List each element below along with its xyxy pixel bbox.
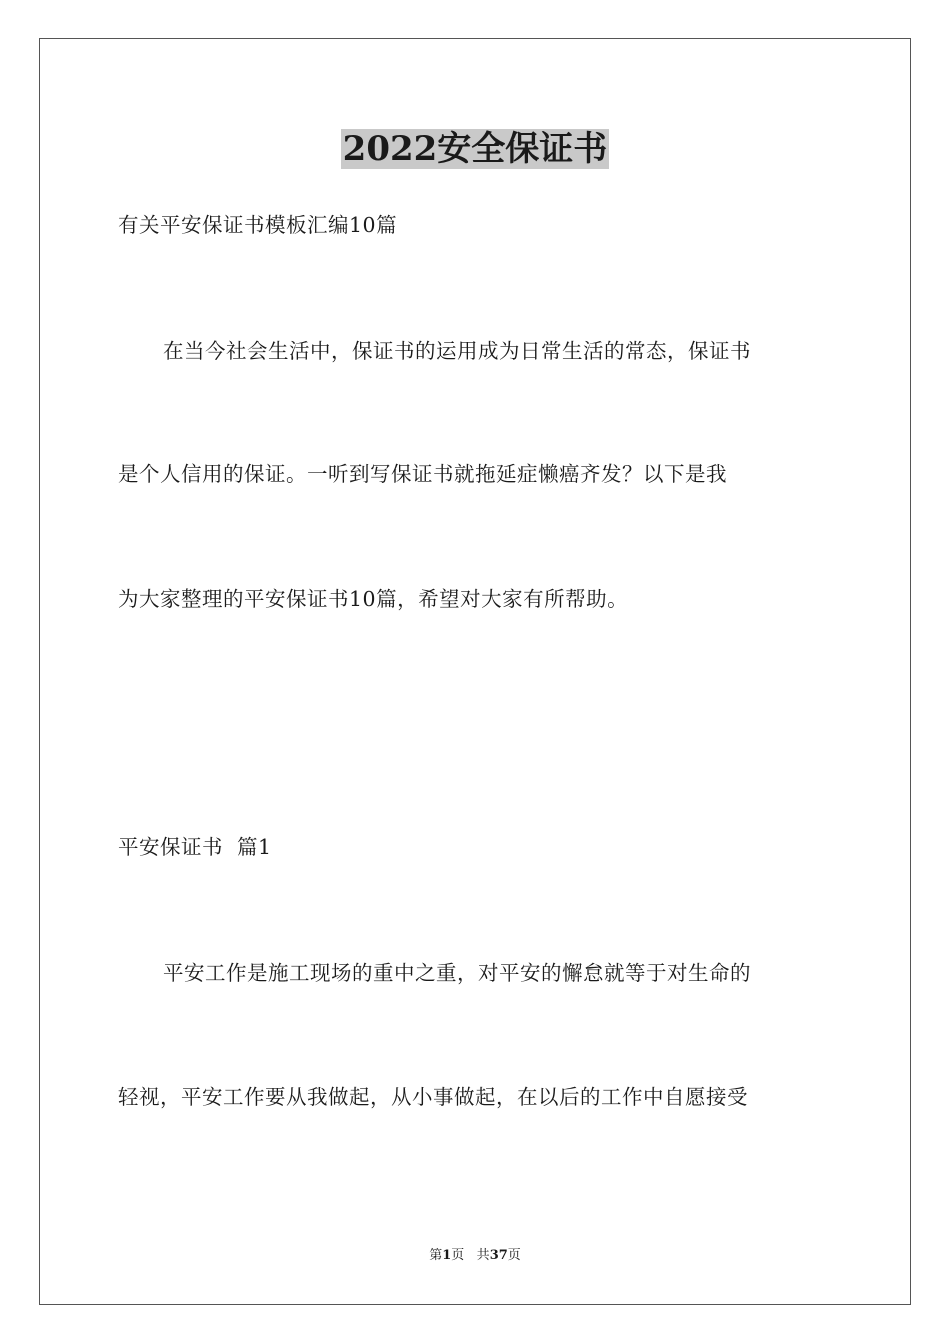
footer-total-pages: 37 (489, 1248, 508, 1263)
section-line-2: 轻视，平安工作要从我做起，从小事做起，在以后的工作中自愿接受 (118, 1085, 748, 1109)
footer-page-number: 1 (442, 1248, 452, 1263)
section-line-1: 平安工作是施工现场的重中之重，对平安的懈怠就等于对生命的 (163, 961, 751, 985)
footer-page-prefix: 第 (429, 1248, 443, 1263)
footer-total-prefix: 共 (476, 1248, 490, 1263)
intro-line-3: 为大家整理的平安保证书10篇，希望对大家有所帮助。 (118, 587, 629, 611)
page-footer (0, 1247, 950, 1265)
intro-line-2: 是个人信用的保证。一听到写保证书就拖延症懒癌齐发？以下是我 (118, 462, 727, 486)
document-subtitle: 有关平安保证书模板汇编10篇 (118, 213, 398, 237)
document-title (0, 128, 950, 170)
footer-total-suffix: 页 (507, 1248, 521, 1263)
document-title-text: 2022安全保证书 (342, 129, 608, 169)
footer-page-suffix: 页 (451, 1248, 465, 1263)
section-heading: 平安保证书 篇1 (118, 835, 272, 859)
intro-line-1: 在当今社会生活中，保证书的运用成为日常生活的常态，保证书 (163, 339, 751, 363)
